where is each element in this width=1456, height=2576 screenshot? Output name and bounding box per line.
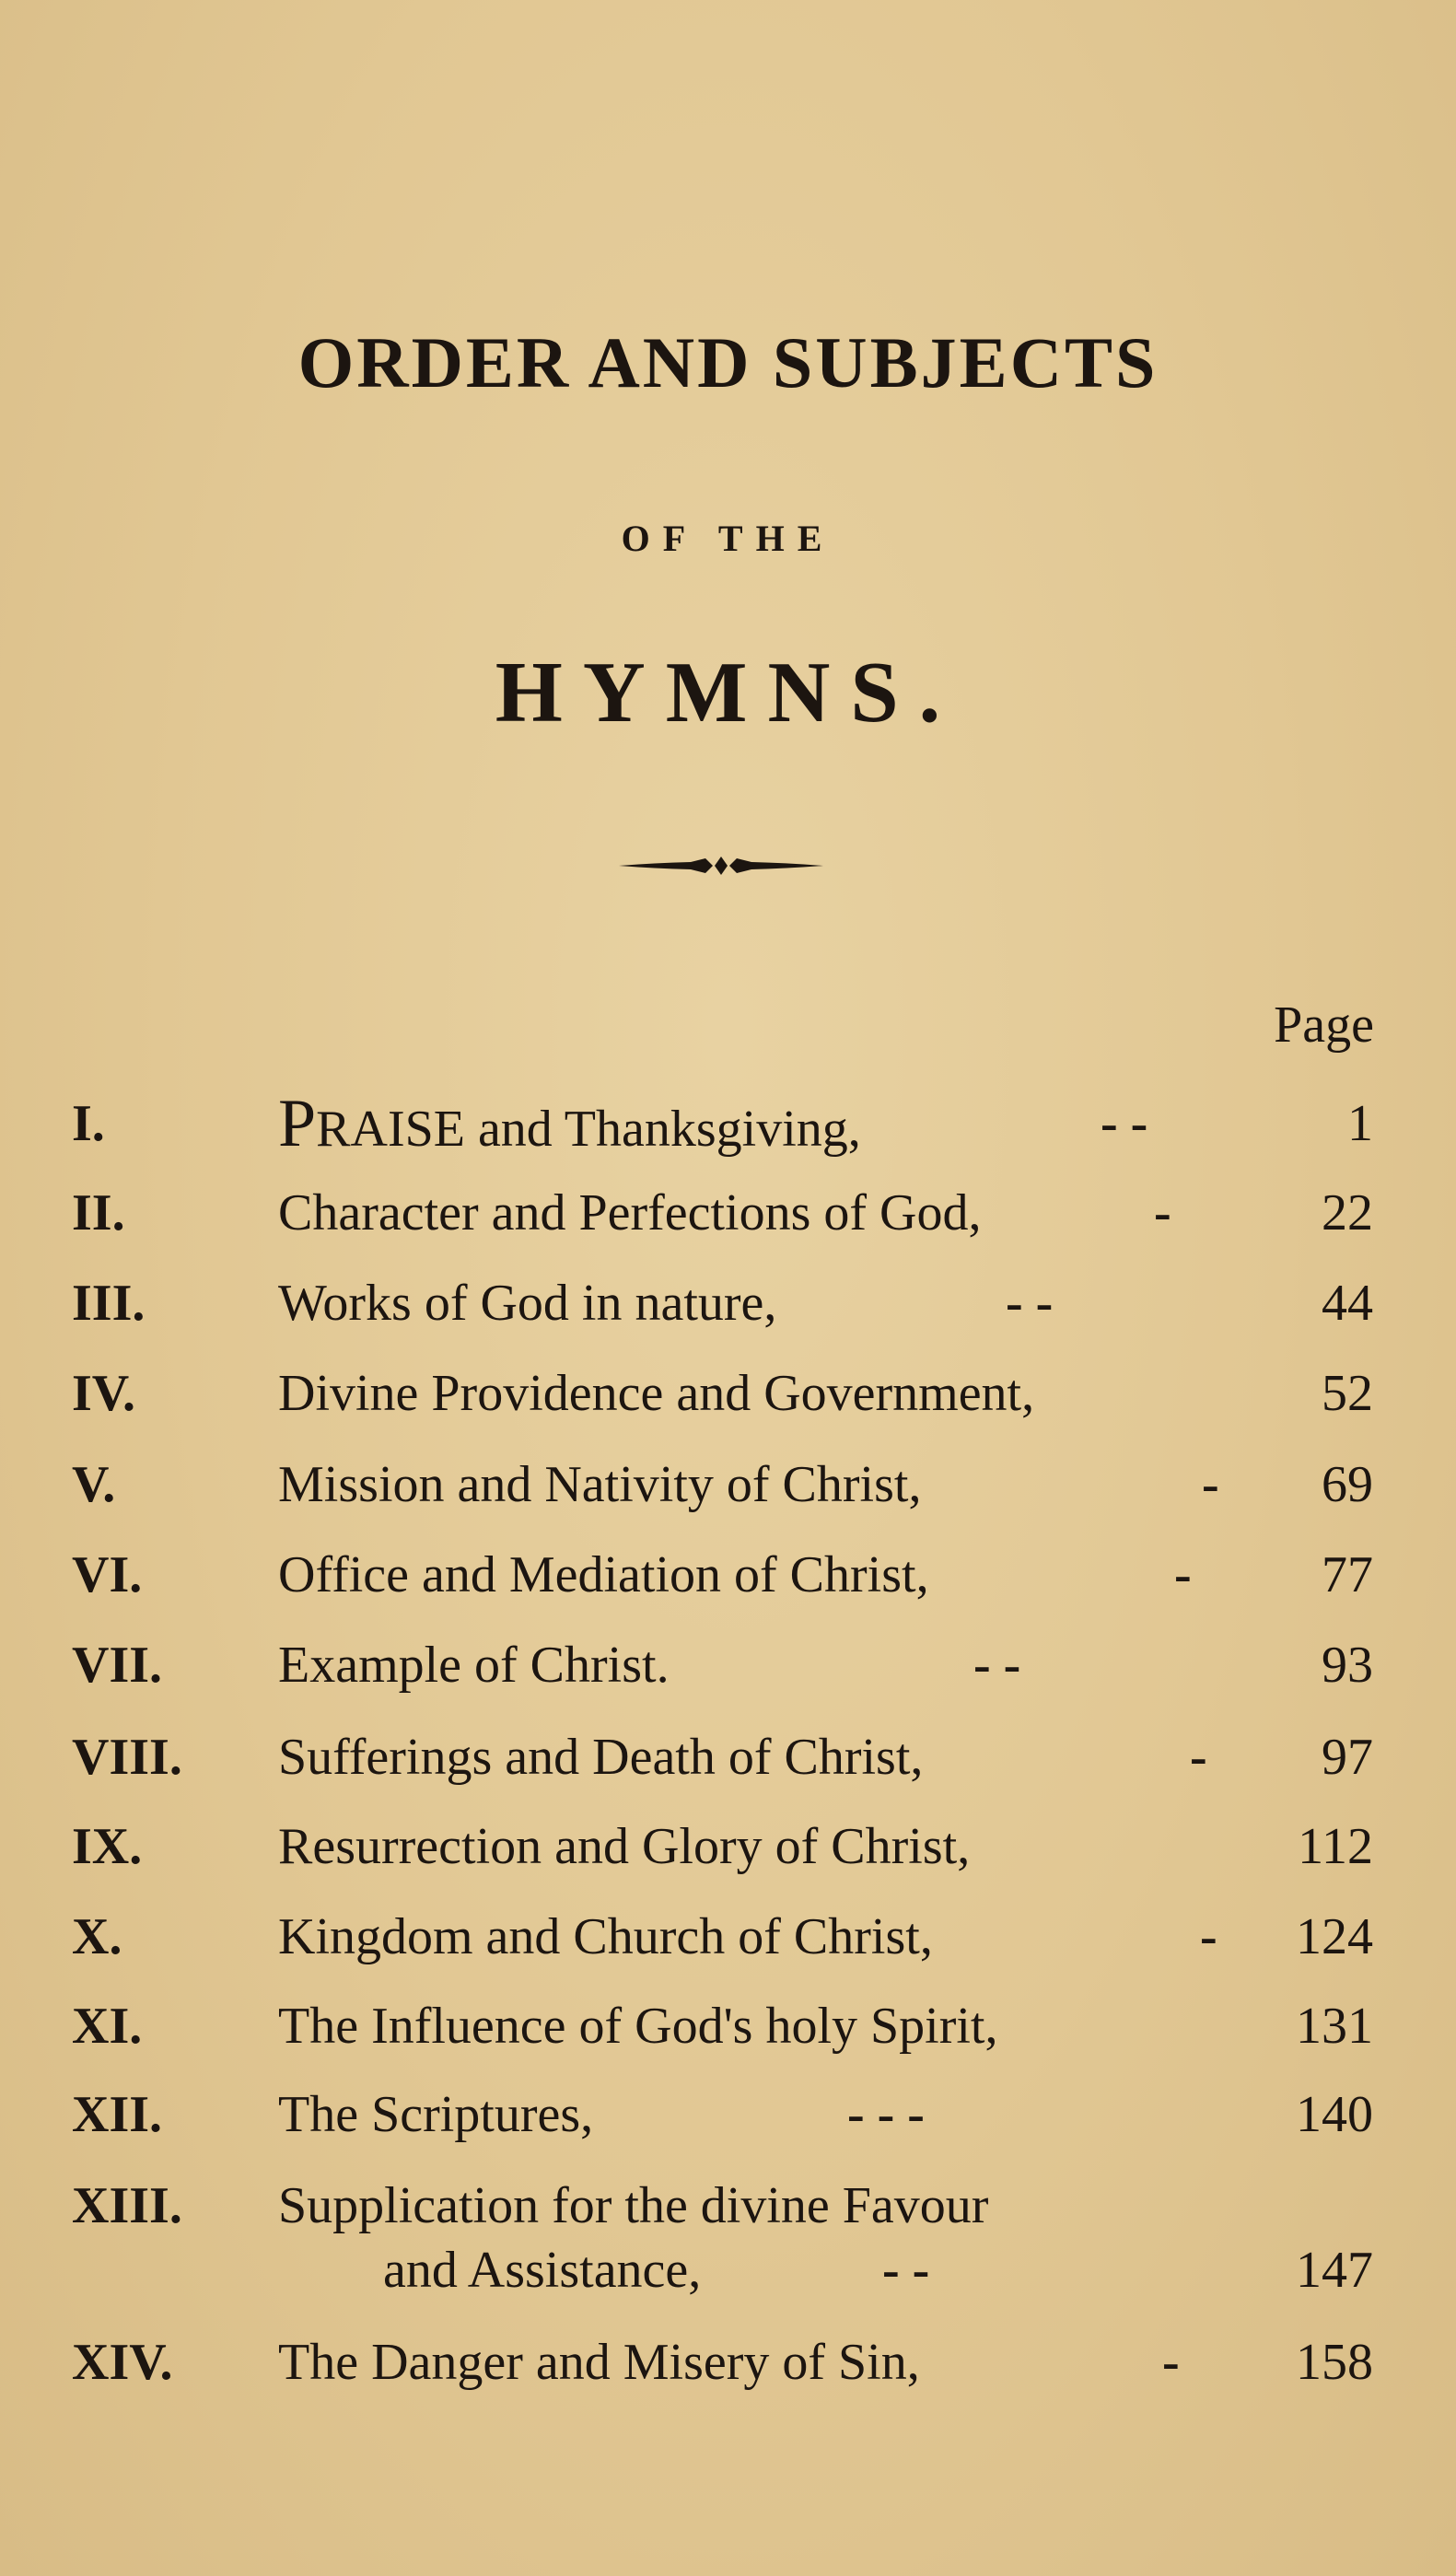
toc-numeral: IX.: [72, 1818, 143, 1875]
toc-row: [0, 1720, 1456, 1794]
toc-subject: Example of Christ.: [278, 1637, 670, 1694]
toc-page-number: 140: [1296, 2086, 1373, 2143]
toc-row: [0, 1176, 1456, 1250]
toc-numeral: III.: [72, 1275, 146, 1332]
toc-row: [0, 1989, 1456, 2063]
toc-leader: -: [1154, 1184, 1171, 1241]
toc-row: [0, 1448, 1456, 1521]
toc-numeral: XI.: [72, 1998, 143, 2055]
toc-row: [0, 1628, 1456, 1702]
toc-page-number: 97: [1322, 1729, 1373, 1786]
toc-numeral: XIV.: [72, 2334, 173, 2391]
toc-leader: -: [1190, 1729, 1207, 1786]
page-column-heading: Page: [1274, 997, 1374, 1054]
toc-page-number: 69: [1322, 1456, 1373, 1513]
toc-leader: - -: [1006, 1275, 1054, 1332]
toc-subject: The Danger and Misery of Sin,: [278, 2334, 920, 2391]
page-title: ORDER AND SUBJECTS: [297, 322, 1159, 402]
toc-subject: Supplication for the divine Favour: [278, 2177, 989, 2234]
toc-subject: Character and Perfections of God,: [278, 1184, 982, 1241]
toc-numeral: XIII.: [72, 2177, 182, 2234]
drop-capital: P: [278, 1086, 317, 1161]
toc-numeral: I.: [72, 1095, 105, 1152]
toc-numeral: XII.: [72, 2086, 163, 2143]
toc-subject: The Influence of God's holy Spirit,: [278, 1998, 998, 2055]
toc-leader: -: [1174, 1546, 1192, 1603]
toc-page-number: 93: [1322, 1637, 1373, 1694]
toc-subject: Mission and Nativity of Christ,: [278, 1456, 922, 1513]
toc-row: [0, 1538, 1456, 1612]
toc-row: [0, 1810, 1456, 1883]
toc-page-number: 1: [1347, 1095, 1373, 1152]
toc-numeral: IV.: [72, 1365, 136, 1422]
toc-row: [0, 2078, 1456, 2151]
toc-page-number: 158: [1296, 2334, 1373, 2391]
toc-page-number: 22: [1322, 1184, 1373, 1241]
toc-subject: [278, 1087, 861, 1166]
toc-subject: Divine Providence and Government,: [278, 1365, 1035, 1422]
toc-row: [0, 2169, 1456, 2243]
toc-subject: The Scriptures,: [278, 2086, 594, 2143]
toc-numeral: V.: [72, 1456, 116, 1513]
toc-subject: Sufferings and Death of Christ,: [278, 1729, 924, 1786]
toc-page-number: 124: [1296, 1908, 1373, 1965]
toc-page-number: 77: [1322, 1546, 1373, 1603]
toc-page-number: 131: [1296, 1998, 1373, 2055]
toc-leader: -: [1202, 1456, 1219, 1513]
toc-page-number: 112: [1298, 1818, 1373, 1875]
toc-numeral: VII.: [72, 1637, 163, 1694]
toc-numeral: II.: [72, 1184, 125, 1241]
toc-numeral: VI.: [72, 1546, 143, 1603]
hymns-title: HYMNS.: [495, 645, 961, 740]
rule-ornament-icon: [617, 847, 825, 884]
page-subtitle: OF THE: [621, 518, 835, 559]
toc-row: [0, 1266, 1456, 1340]
toc-row: [0, 1087, 1456, 1160]
toc-numeral: X.: [72, 1908, 122, 1965]
toc-page-number: 147: [1296, 2242, 1373, 2299]
toc-leader: - -: [973, 1637, 1021, 1694]
toc-row: [0, 1900, 1456, 1974]
toc-page-number: 44: [1322, 1275, 1373, 1332]
toc-leader: - -: [1101, 1095, 1148, 1152]
toc-subject-text: RAISE and Thanksgiving,: [316, 1101, 861, 1158]
toc-leader: - -: [882, 2242, 930, 2299]
toc-subject: Kingdom and Church of Christ,: [278, 1908, 933, 1965]
toc-subject: Works of God in nature,: [278, 1275, 777, 1332]
toc-row: [0, 2325, 1456, 2399]
toc-leader: -: [1200, 1908, 1217, 1965]
toc-subject: Office and Mediation of Christ,: [278, 1546, 929, 1603]
toc-page-number: 52: [1322, 1365, 1373, 1422]
toc-row: [0, 1357, 1456, 1430]
toc-subject-continuation: and Assistance,: [383, 2242, 702, 2299]
toc-numeral: VIII.: [72, 1729, 182, 1786]
toc-leader: -: [1162, 2334, 1180, 2391]
toc-leader: - - -: [847, 2086, 925, 2143]
toc-subject: Resurrection and Glory of Christ,: [278, 1818, 971, 1875]
